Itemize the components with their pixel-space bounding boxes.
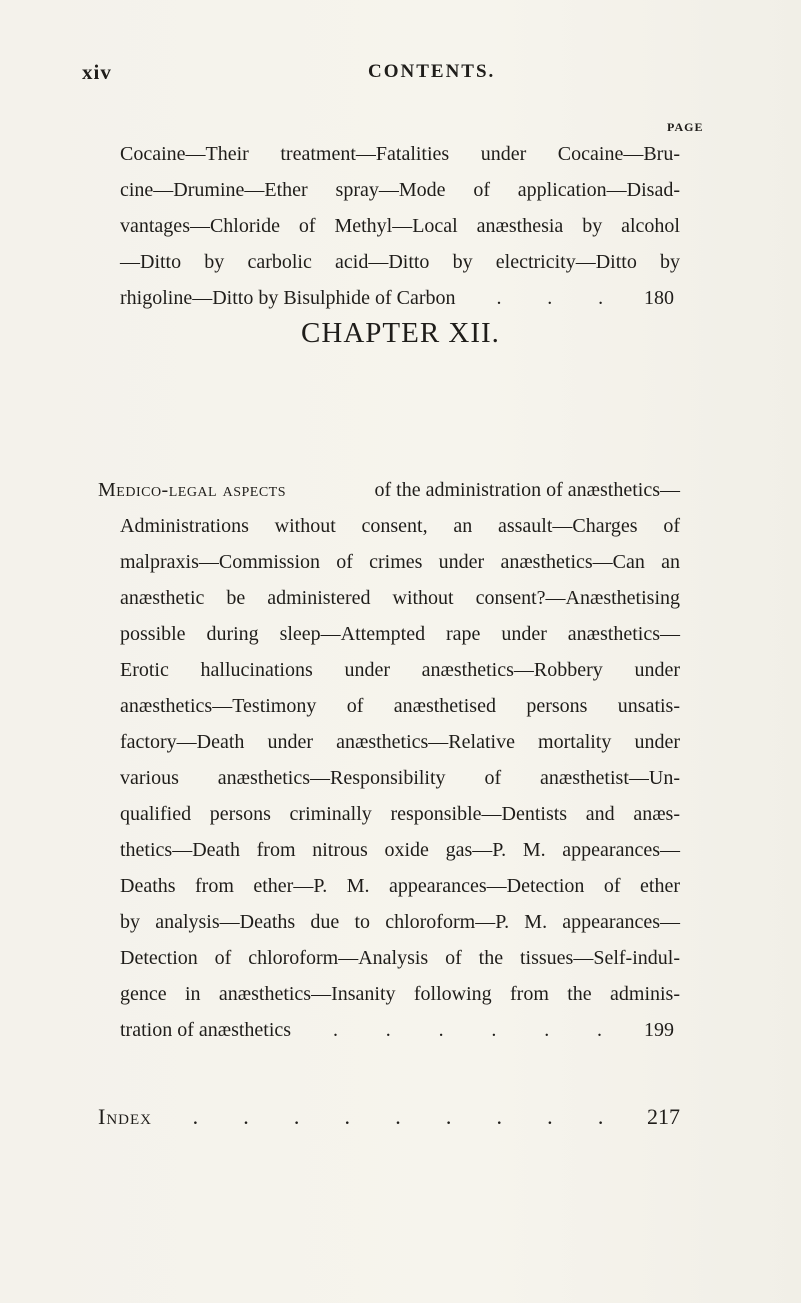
entry-line-text: tration of anæsthetics [120,1019,292,1041]
entry-line: anæsthetics—Testimony of anæsthetised persons unsatis- [120,695,680,717]
entry-last-line [120,280,680,316]
entry-line: vantages—Chloride of Methyl—Local anæsthesia by alcohol [120,215,680,237]
entry-line-text: of the administration of anæsthetics— [374,479,680,501]
entry-line: possible during sleep—Attempted rape under anæsthetics— [120,623,680,645]
entry-line: Detection of chloroform—Analysis of the tissues—Self-indul- [120,947,680,969]
entry-line: gence in anæsthetics—Insanity following from the adminis- [120,983,680,1005]
leader-dots: . . . . . . . . . [192,1104,604,1129]
entry-line: cine—Drumine—Ether spray—Mode of application—Disad- [120,179,680,201]
entry-line: —Ditto by carbolic acid—Ditto by electricity—Ditto by [120,251,680,273]
leader-dots: . . . . . . [332,1019,603,1041]
entry-first-line [98,472,680,508]
index-page-number: 217 [647,1104,680,1129]
entry-line: Cocaine—Their treatment—Fatalities under Cocaine—Bru- [120,143,680,165]
entry-last-line [120,1012,680,1048]
toc-entry-index [98,1099,680,1135]
index-label: Index [98,1104,152,1129]
leader-dots: . . . [496,287,604,309]
page-number: xiv [82,60,112,84]
entry-line: various anæsthetics—Responsibility of anæsthetist—Un- [120,767,680,789]
entry-line: Deaths from ether—P. M. appearances—Detection of ether [120,875,680,897]
entry-line: Erotic hallucinations under anæsthetics—Robbery under [120,659,680,681]
entry-line: thetics—Death from nitrous oxide gas—P. M. appearances— [120,839,680,861]
entry-line: Administrations without consent, an assault—Charges of [120,515,680,537]
entry-line: factory—Death under anæsthetics—Relative mortality under [120,731,680,753]
entry-lead-smallcaps: Medico-legal aspects [98,479,287,501]
chapter-heading: CHAPTER XII. [301,317,500,349]
entry-line-text: rhigoline—Ditto by Bisulphide of Carbon [120,287,456,309]
entry-line: anæsthetic be administered without consent?—Anæsthetising [120,587,680,609]
entry-line: malpraxis—Commission of crimes under anæsthetics—Can an [120,551,680,573]
toc-entry-cocaine [120,136,680,316]
entry-page-number: 199 [644,1019,674,1041]
toc-entry-medico-legal [120,508,680,1048]
running-title: CONTENTS. [368,61,496,82]
entry-line: qualified persons criminally responsible—Dentists and anæs- [120,803,680,825]
entry-line: by analysis—Deaths due to chloroform—P. M. appearances— [120,911,680,933]
running-header [82,60,722,90]
entry-page-number: 180 [644,287,674,309]
page-column-label: PAGE [667,120,704,134]
